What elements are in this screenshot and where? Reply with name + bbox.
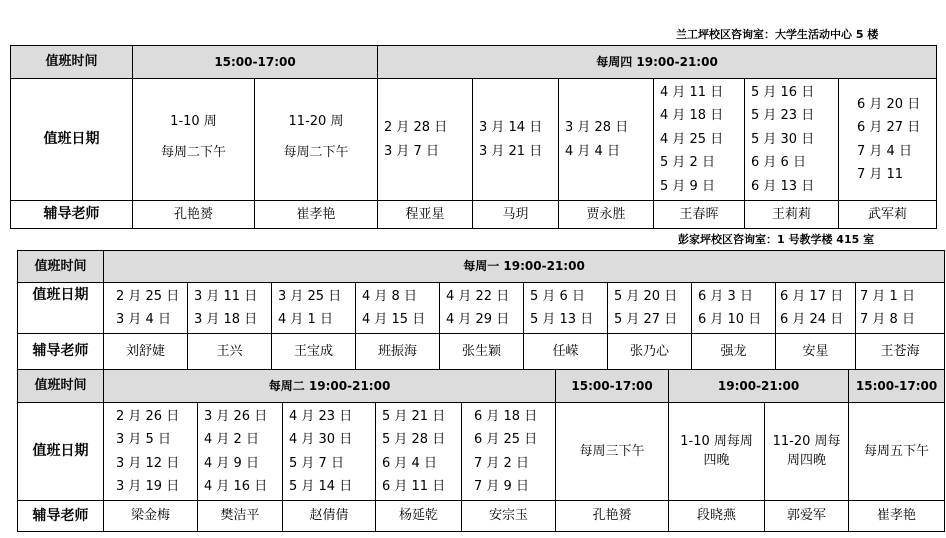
date-item: 4 月 29 日 [446,312,510,327]
date-item: 3 月 7 日 [384,143,439,159]
thursday-evening-second-half: 11-20 周每周四晚 [765,403,849,501]
teacher-name: 赵倩倩 [283,501,376,532]
teacher-name: 王宝成 [272,334,356,370]
date-item: 4 月 30 日 [289,432,353,447]
week-cell [255,79,378,201]
teacher-label: 辅导老师 [11,201,133,229]
date-item: 3 月 14 日 [479,120,543,135]
teacher-name: 安宗玉 [462,501,556,532]
date-item: 4 月 15 日 [362,312,426,327]
date-item: 7 月 4 日 [857,143,912,159]
teacher-name: 武军莉 [839,201,937,229]
date-cell [104,283,188,334]
date-item: 4 月 8 日 [362,288,417,304]
time-label: 值班时间 [11,46,133,79]
teacher-name: 梁金梅 [104,501,198,532]
date-label: 值班日期 [11,79,133,201]
date-item: 4 月 16 日 [204,479,268,494]
week-range: 11-20 周 [288,113,344,129]
date-item: 6 月 18 日 [474,408,538,424]
date-item: 3 月 5 日 [116,432,171,447]
date-item: 3 月 18 日 [194,312,258,327]
date-cell [776,283,856,334]
date-item: 5 月 20 日 [614,288,678,304]
date-cell [745,79,839,201]
teacher-name: 孔艳赟 [556,501,669,532]
date-item: 7 月 1 日 [860,288,915,304]
date-item: 4 月 25 日 [660,131,724,147]
teacher-name: 段晓燕 [669,501,765,532]
date-item: 5 月 21 日 [382,408,446,424]
teacher-name: 刘舒婕 [104,334,188,370]
time-slot-friday: 15:00-17:00 [849,370,945,403]
week-range: 1-10 周 [170,113,217,129]
date-item: 6 月 13 日 [751,178,815,194]
date-item: 5 月 16 日 [751,84,815,100]
teacher-name: 强龙 [692,334,776,370]
friday-afternoon-cell: 每周五下午 [849,403,945,501]
teacher-label: 辅导老师 [18,501,104,532]
week-day: 每周二下午 [283,144,349,160]
date-cell [378,79,473,201]
teacher-name: 贾永胜 [559,201,654,229]
teacher-name: 张乃心 [608,334,692,370]
time-label: 值班时间 [18,251,104,283]
date-item: 3 月 4 日 [116,312,171,327]
caption-pengjiaping: 彭家坪校区咨询室：1 号教学楼 415 室 [678,233,875,246]
teacher-name: 班振海 [356,334,440,370]
date-item: 5 月 28 日 [382,432,446,447]
date-item: 7 月 8 日 [860,312,915,327]
date-item: 5 月 7 日 [289,455,344,471]
date-cell [462,403,556,501]
date-item: 5 月 2 日 [660,155,715,171]
date-item: 5 月 14 日 [289,479,353,494]
date-item: 4 月 4 日 [565,143,620,159]
schedule-table-pengjiaping [17,250,945,370]
wednesday-afternoon-cell: 每周三下午 [556,403,669,501]
date-item: 3 月 25 日 [278,288,342,304]
date-cell [856,283,945,334]
teacher-name: 孔艳赟 [133,201,255,229]
date-cell [839,79,937,201]
teacher-name: 王苍海 [856,334,945,370]
date-item: 3 月 28 日 [565,120,629,135]
date-item: 4 月 22 日 [446,288,510,304]
date-item: 6 月 17 日 [780,288,844,304]
date-item: 6 月 3 日 [698,288,753,304]
time-slot-monday: 每周一 19:00-21:00 [104,251,945,283]
time-slot-afternoon: 15:00-17:00 [133,46,378,79]
date-cell [559,79,654,201]
date-item: 6 月 10 日 [698,312,762,327]
teacher-name: 樊洁平 [198,501,283,532]
date-item: 2 月 25 日 [116,288,180,304]
schedule-table-langongping [10,45,937,229]
date-cell [473,79,559,201]
date-item: 3 月 12 日 [116,455,180,471]
date-item: 4 月 11 日 [660,84,724,100]
teacher-name: 马玥 [473,201,559,229]
date-item: 4 月 2 日 [204,432,259,447]
date-item: 5 月 30 日 [751,131,815,147]
date-item: 5 月 23 日 [751,108,815,124]
time-slot-thursday: 每周四 19:00-21:00 [378,46,937,79]
date-item: 7 月 11 [857,167,904,182]
date-item: 5 月 13 日 [530,312,594,327]
date-cell [283,403,376,501]
schedule-table-pengjiaping-2 [17,369,945,532]
thursday-evening-first-half: 1-10 周每周四晚 [669,403,765,501]
teacher-name: 王莉莉 [745,201,839,229]
date-item: 2 月 28 日 [384,120,448,135]
date-item: 4 月 23 日 [289,408,353,424]
caption-langongping: 兰工坪校区咨询室：大学生活动中心 5 楼 [676,28,879,41]
date-cell [692,283,776,334]
teacher-name: 杨延乾 [376,501,462,532]
teacher-label: 辅导老师 [18,334,104,370]
date-cell [376,403,462,501]
date-label: 值班日期 [18,403,104,501]
teacher-name: 崔孝艳 [255,201,378,229]
teacher-name: 王兴 [188,334,272,370]
week-cell [133,79,255,201]
date-item: 5 月 6 日 [530,288,585,304]
teacher-name: 安星 [776,334,856,370]
date-item: 7 月 2 日 [474,455,529,471]
date-cell [272,283,356,334]
date-item: 6 月 25 日 [474,432,538,447]
date-cell [198,403,283,501]
date-cell [356,283,440,334]
date-item: 6 月 11 日 [382,479,446,494]
date-item: 2 月 26 日 [116,408,180,424]
date-item: 4 月 18 日 [660,108,724,124]
date-label: 值班日期 [18,283,104,334]
teacher-name: 崔孝艳 [849,501,945,532]
date-cell [188,283,272,334]
teacher-name: 程亚星 [378,201,473,229]
date-cell [654,79,745,201]
date-item: 7 月 9 日 [474,479,529,494]
time-slot-wednesday: 15:00-17:00 [556,370,669,403]
time-label: 值班时间 [18,370,104,403]
date-item: 5 月 9 日 [660,178,715,194]
teacher-name: 王春晖 [654,201,745,229]
date-item: 6 月 24 日 [780,312,844,327]
date-item: 4 月 9 日 [204,455,259,471]
teacher-name: 任嵘 [524,334,608,370]
week-day: 每周二下午 [160,144,226,160]
date-item: 3 月 11 日 [194,288,258,304]
date-item: 6 月 27 日 [857,120,921,135]
date-cell [608,283,692,334]
time-slot-thursday: 19:00-21:00 [669,370,849,403]
date-cell [524,283,608,334]
date-item: 3 月 21 日 [479,143,543,159]
date-item: 5 月 27 日 [614,312,678,327]
date-item: 3 月 26 日 [204,408,268,424]
date-item: 6 月 6 日 [751,155,806,171]
teacher-name: 郭爱军 [765,501,849,532]
date-item: 4 月 1 日 [278,312,333,327]
date-item: 3 月 19 日 [116,479,180,494]
teacher-name: 张生颖 [440,334,524,370]
date-item: 6 月 20 日 [857,96,921,112]
date-cell [104,403,198,501]
time-slot-tuesday: 每周二 19:00-21:00 [104,370,556,403]
date-item: 6 月 4 日 [382,455,437,471]
date-cell [440,283,524,334]
